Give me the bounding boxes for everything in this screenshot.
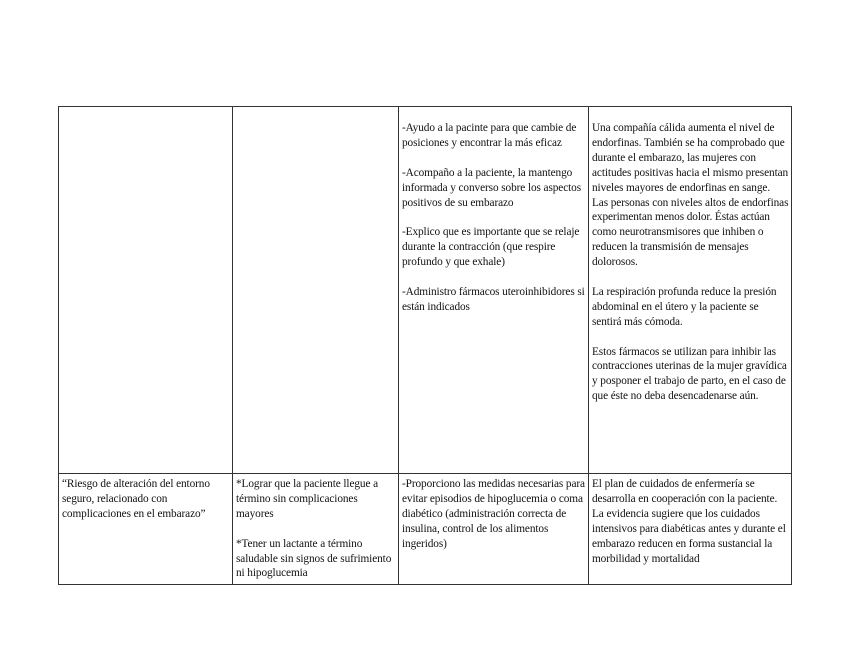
care-plan-table: [58, 106, 792, 585]
rationale-text: Una compañía cálida aumenta el nivel de endorfinas. También se ha comprobado que durante el embarazo, las mujeres con actitudes positivas hacia el mismo presentan niveles mayores de endorfinas en sange.: [592, 122, 789, 194]
table-cell-intervention: [399, 474, 589, 585]
intervention-item: -Explico que es importante que se relaje durante la contracción (que respire profundo y que exhale): [402, 226, 580, 269]
table-cell-diagnosis: [59, 107, 233, 474]
objective-item: *Tener un lactante a término saludable sin signos de sufrimiento ni hipoglucemia: [236, 537, 392, 580]
table-cell-rationale: [589, 474, 792, 585]
table-row: [59, 474, 792, 585]
intervention-item: -Acompaño a la paciente, la mantengo informada y converso sobre los aspectos positivos de su embarazo: [402, 166, 581, 209]
table-cell-diagnosis: [59, 474, 233, 585]
rationale-text: La respiración profunda reduce la presión abdominal en el útero y la paciente se sentirá más cómoda.: [592, 285, 777, 328]
table-row: [59, 107, 792, 474]
table-cell-objective: [233, 107, 399, 474]
rationale-text: El plan de cuidados de enfermería se desarrolla en cooperación con la paciente. La evidencia sugiere que los cuidados intensivos para diabéticas antes y durante el embarazo reducen en forma sustancial la morbilidad y mortalidad: [592, 478, 786, 565]
objective-item: *Lograr que la paciente llegue a término sin complicaciones mayores: [236, 478, 379, 520]
rationale-text: Estos fármacos se utilizan para inhibir las contracciones uterinas de la mujer gravídica y posponer el trabajo de parto, en el caso de que éste no deba desencadenarse aún.: [592, 345, 787, 403]
table-cell-intervention: [399, 107, 589, 474]
table-cell-objective: [233, 474, 399, 585]
rationale-text: Las personas con niveles altos de endorfinas experimentan menos dolor. Éstas actúan como neurotransmisores que inhiben o reducen la transmisión de mensajes dolorosos.: [592, 196, 789, 269]
table-cell-rationale: [589, 107, 792, 474]
intervention-item: -Proporciono las medidas necesarias para evitar episodios de hipoglucemia o coma diabético (administración correcta de insulina, control de los alimentos ingeridos): [402, 478, 585, 550]
intervention-item: -Ayudo a la pacinte para que cambie de posiciones y encontrar la más eficaz: [402, 122, 577, 149]
intervention-item: -Administro fármacos uteroinhibidores si están indicados: [402, 285, 585, 313]
diagnosis-text: “Riesgo de alteración del entorno seguro, relacionado con complicaciones en el embarazo”: [62, 478, 210, 520]
